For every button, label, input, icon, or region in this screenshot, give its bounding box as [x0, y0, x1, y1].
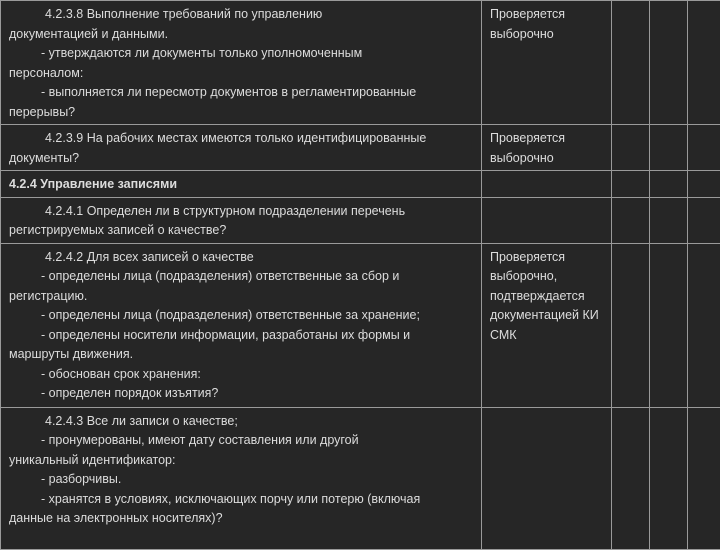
requirement-cell — [1, 197, 482, 243]
empty-cell — [650, 125, 688, 171]
requirement-cell — [1, 407, 482, 549]
empty-cell — [612, 1, 650, 125]
empty-cell — [688, 125, 720, 171]
empty-cell — [688, 197, 720, 243]
section-title: 4.2.4 Управление записями — [1, 171, 482, 198]
status-cell — [482, 125, 612, 171]
status-text: Проверяется выборочно — [490, 131, 565, 165]
empty-cell — [612, 407, 650, 549]
status-cell — [482, 407, 612, 549]
empty-cell — [650, 1, 688, 125]
requirement-line: 4.2.4.3 Все ли записи о качестве; — [9, 412, 475, 432]
requirement-line: 4.2.3.8 Выполнение требований по управлению — [9, 5, 475, 25]
requirement-line: регистрируемых записей о качестве? — [9, 221, 475, 241]
empty-cell — [612, 243, 650, 407]
status-cell — [482, 197, 612, 243]
requirement-line: - определены лица (подразделения) ответственные за хранение; — [9, 306, 475, 326]
table-row — [1, 243, 720, 407]
requirement-line: уникальный идентификатор: — [9, 451, 475, 471]
empty-cell — [650, 243, 688, 407]
requirement-line: - пронумерованы, имеют дату составления или другой — [9, 431, 475, 451]
requirement-line: 4.2.4.2 Для всех записей о качестве — [9, 248, 475, 268]
empty-cell — [612, 197, 650, 243]
requirement-line: документацией и данными. — [9, 25, 475, 45]
status-cell — [482, 243, 612, 407]
requirement-line: регистрацию. — [9, 287, 475, 307]
requirement-line: персоналом: — [9, 64, 475, 84]
empty-cell — [612, 125, 650, 171]
requirement-line: - определены носители информации, разработаны их формы и — [9, 326, 475, 346]
requirement-line: - разборчивы. — [9, 470, 475, 490]
requirement-line: - определены лица (подразделения) ответственные за сбор и — [9, 267, 475, 287]
section-row — [1, 171, 720, 198]
requirement-line: - обоснован срок хранения: — [9, 365, 475, 385]
status-text: Проверяется выборочно, подтверждается документацией КИ СМК — [490, 250, 599, 342]
requirement-line: - хранятся в условиях, исключающих порчу или потерю (включая — [9, 490, 475, 510]
table-row — [1, 125, 720, 171]
requirement-line: - определен порядок изъятия? — [9, 384, 475, 404]
empty-cell — [650, 197, 688, 243]
table-row — [1, 407, 720, 549]
empty-cell — [612, 171, 650, 198]
empty-cell — [688, 171, 720, 198]
empty-cell — [688, 1, 720, 125]
status-text: Проверяется выборочно — [490, 7, 565, 41]
status-cell — [482, 1, 612, 125]
requirement-line: - выполняется ли пересмотр документов в регламентированные — [9, 83, 475, 103]
requirement-line: - утверждаются ли документы только уполномоченным — [9, 44, 475, 64]
empty-cell — [650, 407, 688, 549]
table-row — [1, 197, 720, 243]
requirement-line: маршруты движения. — [9, 345, 475, 365]
requirement-cell — [1, 125, 482, 171]
empty-cell — [650, 171, 688, 198]
requirement-line: перерывы? — [9, 103, 475, 123]
requirement-line: документы? — [9, 149, 475, 169]
requirement-cell — [1, 1, 482, 125]
requirement-line: 4.2.3.9 На рабочих местах имеются только идентифицированные — [9, 129, 475, 149]
requirement-line: 4.2.4.1 Определен ли в структурном подразделении перечень — [9, 202, 475, 222]
table-row — [1, 1, 720, 125]
empty-cell — [688, 243, 720, 407]
empty-cell — [482, 171, 612, 198]
empty-cell — [688, 407, 720, 549]
requirement-cell — [1, 243, 482, 407]
requirement-line: данные на электронных носителях)? — [9, 509, 475, 529]
